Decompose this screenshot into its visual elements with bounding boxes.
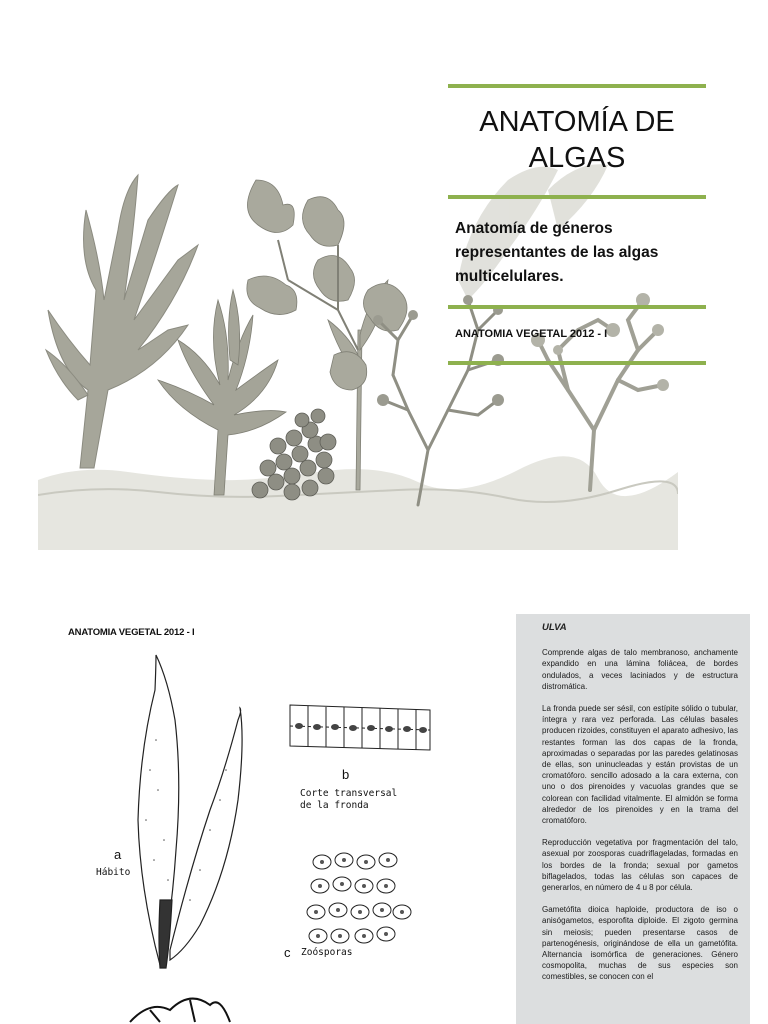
sidebar-paragraph-2: La fronda puede ser sésil, con estípite sólido o tubular, íntegra y rara vez perforada. Las células basales producen rizoides, constituyen el aparato adhesivo, las restantes forman las dos capas de la fronda, aproximadas o separadas por las paredes gelatinosas de ellas, son uninucleadas y están provistas de un cromatóforo. sencillo adosado a la cara externa, con uno o dos pirenoides y vacuolas grandes que se colorean con facilidad vitalmente. El almidón se forma alrededor de los pirenoides y en la trama del cromatóforo. [542, 704, 738, 826]
title-rule-bottom [448, 195, 706, 199]
ulva-sidebar [516, 614, 750, 1024]
title-line-1: ANATOMÍA DE [479, 106, 675, 138]
ulva-cell-network-drawing [130, 999, 230, 1022]
algae-illustration [38, 150, 678, 550]
sidebar-title: ULVA [542, 622, 567, 633]
sidebar-paragraph-1: Comprende algas de talo membranoso, anchamente expandido en una lámina foliácea, de bordes ondulados, a veces laciniados y de estructura distromática. [542, 648, 738, 691]
ulva-zoospores-drawing [307, 853, 411, 943]
figure-label-zoospores: Zoósporas [301, 947, 353, 958]
subtitle-rule [448, 305, 706, 309]
course-label: ANATOMIA VEGETAL 2012 - I [455, 328, 608, 340]
title-line-2: ALGAS [528, 142, 626, 174]
figure-label-habit: Hábito [96, 867, 131, 878]
figure-letter-a: a [114, 847, 122, 862]
ulva-habit-drawing [138, 655, 242, 968]
page-header: ANATOMIA VEGETAL 2012 - I [68, 627, 195, 638]
figure-label-cross-section-2: de la fronda [300, 800, 369, 811]
sidebar-paragraph-4: Gametófita dioica haploide, productora de iso o anisógametos, esporofita diploide. El zigoto germina sin meiosis; pueden presentarse casos de partenogénesis, originándose de ella un gametófita. Alternancia isomórfica de generaciones. Género cosmopolita, muchas de sus especies son comestibles, se conocen con el [542, 905, 738, 982]
ulva-figure [120, 650, 450, 1024]
sidebar-content [542, 622, 738, 994]
figure-letter-b: b [342, 767, 350, 782]
figure-label-cross-section-1: Corte transversal [300, 788, 398, 799]
title-rule-top [448, 84, 706, 88]
course-rule [448, 361, 706, 365]
document-title [448, 104, 706, 176]
document-subtitle: Anatomía de géneros representantes de las algas multicelulares. [455, 220, 659, 285]
figure-letter-c: c [284, 945, 291, 960]
sidebar-paragraph-3: Reproducción vegetativa por fragmentación del talo, asexual por zoosporas cuadriflageladas, formadas en los bordes de la fronda; sexual por gametos biflagelados, todas las células son capaces de generarlos, en número de 4 u 8 por célula. [542, 838, 738, 893]
